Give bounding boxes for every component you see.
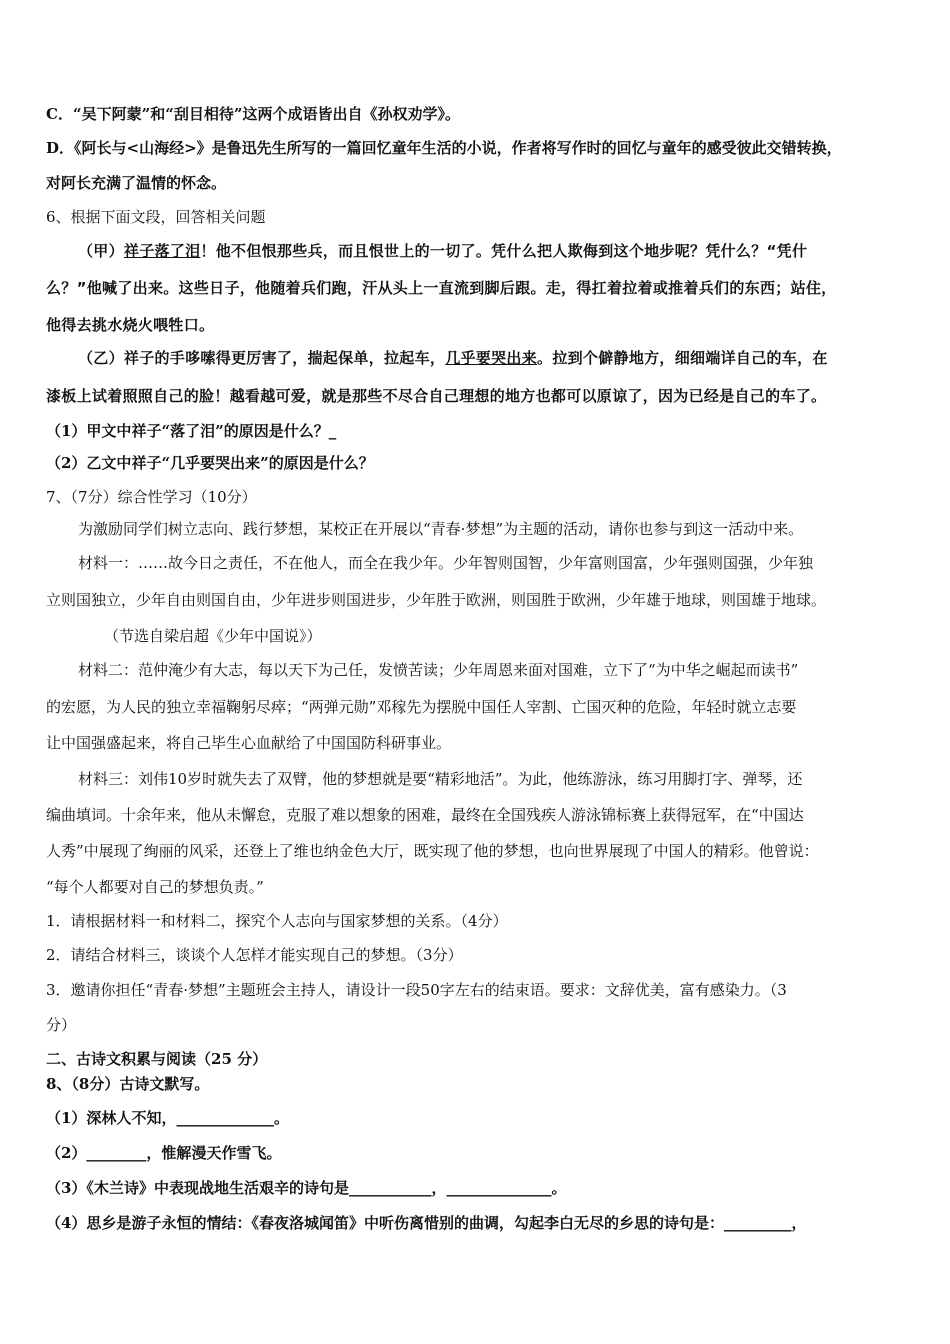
option-d-line-1: D．《阿长与<山海经>》是鲁迅先生所写的一篇回忆童年生活的小说，作者将写作时的回忆与童年的感受彼此交错转换， [46, 139, 842, 157]
option-d-line-2: 对阿长充满了温情的怀念。 [46, 174, 227, 192]
passage-b-underlined: 几乎要哭出来 [445, 349, 538, 367]
question-7-2: 2．请结合材料三，谈谈个人怎样才能实现自己的梦想。（3分） [46, 946, 463, 964]
question-7-title: 7、（7分）综合性学习（10分） [46, 488, 257, 506]
question-8-title: 8、（8分）古诗文默写。 [46, 1075, 210, 1093]
material-2-line-3: 让中国强盛起来，将自己毕生心血献给了中国国防科研事业。 [46, 734, 452, 752]
material-1-line-1: 材料一：……故今日之责任，不在他人，而全在我少年。少年智则国智，少年富则国富，少年强则国强，少年独 [78, 554, 814, 572]
material-1-source: （节选自梁启超《少年中国说》） [104, 627, 322, 645]
question-6-title: 6、根据下面文段，回答相关问题 [46, 208, 266, 226]
passage-a-line-1 [78, 240, 910, 262]
question-7-1: 1．请根据材料一和材料二，探究个人志向与国家梦想的关系。（4分） [46, 912, 508, 930]
section-2-heading: 二、古诗文积累与阅读（25 分） [46, 1050, 268, 1068]
option-c: C．“吴下阿蒙”和“刮目相待”这两个成语皆出自《孙权劝学》。 [46, 105, 460, 123]
passage-a-line-2: 么？”他喊了出来。这些日子，他随着兵们跑，汗从头上一直流到脚后跟。走，得扛着拉着或推着兵们的东西；站住， [46, 279, 837, 297]
material-3-line-2: 编曲填词。十余年来，他从未懈怠，克服了难以想象的困难，最终在全国残疾人游泳锦标赛上获得冠军，在“中国达 [46, 806, 804, 824]
question-7-3-line-2: 分） [46, 1016, 77, 1034]
question-8-4: （4）思乡是游子永恒的情结：《春夜洛城闻笛》中听伤离惜别的曲调，勾起李白无尽的乡思的诗句是：_________， [46, 1214, 807, 1232]
material-1-line-2: 立则国独立，少年自由则国自由，少年进步则国进步，少年胜于欧洲，则国胜于欧洲，少年雄于地球，则国雄于地球。 [46, 591, 827, 609]
passage-a-underlined: 祥子落了泪 [123, 242, 201, 260]
material-2-line-2: 的宏愿，为人民的独立幸福鞠躬尽瘁；“两弹元勋”邓稼先为摆脱中国任人宰割、亡国灭种的危险，年轻时就立志要 [46, 698, 797, 716]
question-8-1: （1）深林人不知，_____________。 [46, 1109, 289, 1127]
material-3-line-3: 人秀”中展现了绚丽的风采，还登上了维也纳金色大厅，既实现了他的梦想，也向世界展现了中国人的精彩。他曾说： [46, 842, 819, 860]
passage-a-rest: ！他不但恨那些兵，而且恨世上的一切了。凭什么把人欺侮到这个地步呢？凭什么？“凭什 [200, 242, 808, 260]
passage-b-lead: （乙）祥子的手哆嗦得更厉害了，揣起保单，拉起车， [78, 349, 446, 367]
passage-b-rest: 。拉到个僻静地方，细细端详自己的车，在 [537, 349, 828, 367]
question-8-2: （2）________，惟解漫天作雪飞。 [46, 1144, 282, 1162]
question-6-2: （2）乙文中祥子“几乎要哭出来”的原因是什么？ [46, 454, 374, 472]
question-7-intro: 为激励同学们树立志向、践行梦想，某校正在开展以“青春·梦想”为主题的活动，请你也参与到这一活动中来。 [78, 520, 804, 538]
passage-b-line-2: 漆板上试着照照自己的脸！越看越可爱，就是那些不尽合自己理想的地方也都可以原谅了，因为已经是自己的车了。 [46, 387, 827, 405]
material-2-line-1: 材料二：范仲淹少有大志，每以天下为己任，发愤苦读；少年周恩来面对国难，立下了“为中华之崛起而读书” [78, 661, 799, 679]
passage-a-line-3: 他得去挑水烧火喂牲口。 [46, 316, 215, 334]
question-7-3-line-1: 3．邀请你担任“青春·梦想”主题班会主持人，请设计一段50字左右的结束语。要求：文辞优美，富有感染力。（3 [46, 981, 787, 999]
material-3-line-4: “每个人都要对自己的梦想负责。” [46, 878, 264, 896]
passage-a-label: （甲） [78, 242, 124, 260]
material-3-line-1: 材料三：刘伟10岁时就失去了双臂，他的梦想就是要“精彩地活”。为此，他练游泳，练习用脚打字、弹琴，还 [78, 770, 803, 788]
passage-b-line-1 [78, 347, 910, 369]
question-6-1: （1）甲文中祥子“落了泪”的原因是什么？_ [46, 422, 337, 440]
question-8-3: （3）《木兰诗》中表现战地生活艰辛的诗句是___________，______________。 [46, 1179, 567, 1197]
